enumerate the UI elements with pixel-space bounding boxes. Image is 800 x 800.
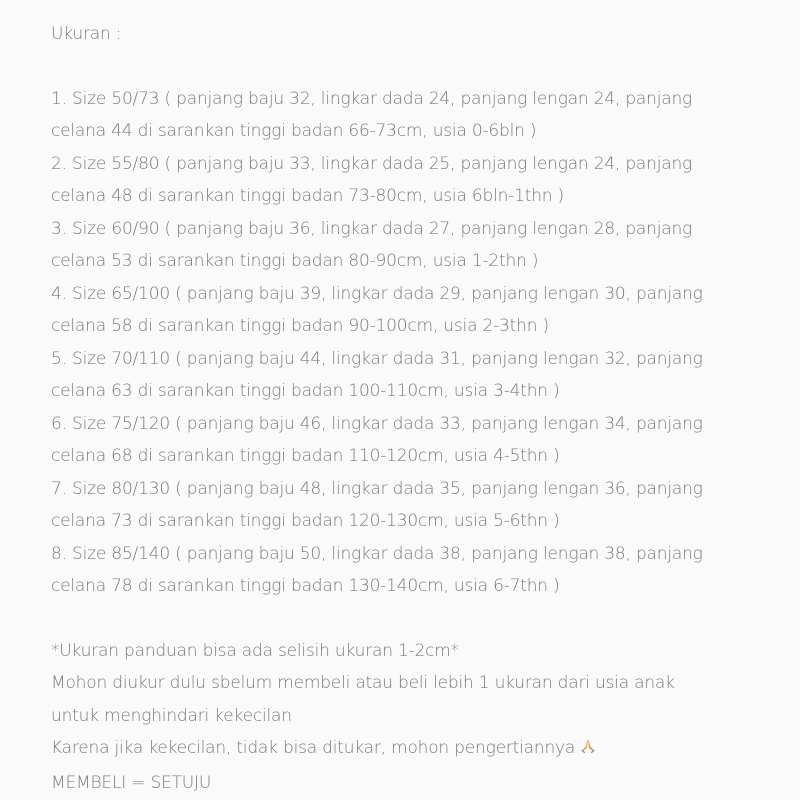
size-item-55-80	[51, 148, 780, 213]
size-item-85-140	[51, 538, 780, 603]
size-item-text-continued: celana 58 di sarankan tinggi badan 90-100cm, usia 2-3thn )	[51, 316, 549, 336]
return-policy-text: Karena jika kekecilan, tidak bisa ditukar, mohon pengertiannya	[51, 738, 576, 758]
size-item-text-continued: celana 53 di sarankan tinggi badan 80-90cm, usia 1-2thn )	[51, 251, 539, 271]
measure-advice-continued: untuk menghindari kekecilan	[51, 705, 292, 726]
measure-advice: Mohon diukur dulu sbelum membeli atau beli lebih 1 ukuran dari usia anak	[51, 673, 675, 693]
size-item-text-continued: celana 78 di sarankan tinggi badan 130-140cm, usia 6-7thn )	[51, 576, 560, 596]
size-guide-heading: Ukuran :	[51, 24, 122, 44]
purchase-agreement: MEMBELI = SETUJU	[51, 772, 212, 793]
size-item-70-110	[51, 343, 780, 408]
size-item-60-90	[51, 213, 780, 278]
size-item-text-continued: celana 68 di sarankan tinggi badan 110-120cm, usia 4-5thn )	[51, 446, 560, 466]
size-item-text: 5. Size 70/110 ( panjang baju 44, lingkar dada 31, panjang lengan 32, panjang	[51, 348, 703, 369]
size-item-text: 8. Size 85/140 ( panjang baju 50, lingkar dada 38, panjang lengan 38, panjang	[51, 543, 703, 564]
size-item-text-continued: celana 63 di sarankan tinggi badan 100-110cm, usia 3-4thn )	[51, 381, 560, 401]
size-item-50-73	[51, 83, 780, 148]
notes-section	[51, 635, 780, 800]
return-policy	[51, 732, 780, 767]
size-item-text: 4. Size 65/100 ( panjang baju 39, lingkar dada 29, panjang lengan 30, panjang	[51, 283, 703, 304]
size-item-text: 3. Size 60/90 ( panjang baju 36, lingkar dada 27, panjang lengan 28, panjang	[51, 218, 693, 239]
praying-hands-icon	[579, 734, 597, 767]
size-item-text: 1. Size 50/73 ( panjang baju 32, lingkar dada 24, panjang lengan 24, panjang	[51, 88, 693, 109]
size-item-80-130	[51, 473, 780, 538]
size-list	[51, 83, 780, 603]
size-item-text-continued: celana 44 di sarankan tinggi badan 66-73cm, usia 0-6bln )	[51, 121, 537, 141]
size-item-text: 2. Size 55/80 ( panjang baju 33, lingkar dada 25, panjang lengan 24, panjang	[51, 153, 693, 174]
size-disclaimer: *Ukuran panduan bisa ada selisih ukuran 1-2cm*	[51, 640, 459, 661]
size-item-text: 7. Size 80/130 ( panjang baju 48, lingkar dada 35, panjang lengan 36, panjang	[51, 478, 703, 499]
size-item-text-continued: celana 48 di sarankan tinggi badan 73-80cm, usia 6bln-1thn )	[51, 186, 564, 206]
size-item-text: 6. Size 75/120 ( panjang baju 46, lingkar dada 33, panjang lengan 34, panjang	[51, 413, 703, 434]
size-item-text-continued: celana 73 di sarankan tinggi badan 120-130cm, usia 5-6thn )	[51, 511, 560, 531]
size-item-65-100	[51, 278, 780, 343]
size-item-75-120	[51, 408, 780, 473]
